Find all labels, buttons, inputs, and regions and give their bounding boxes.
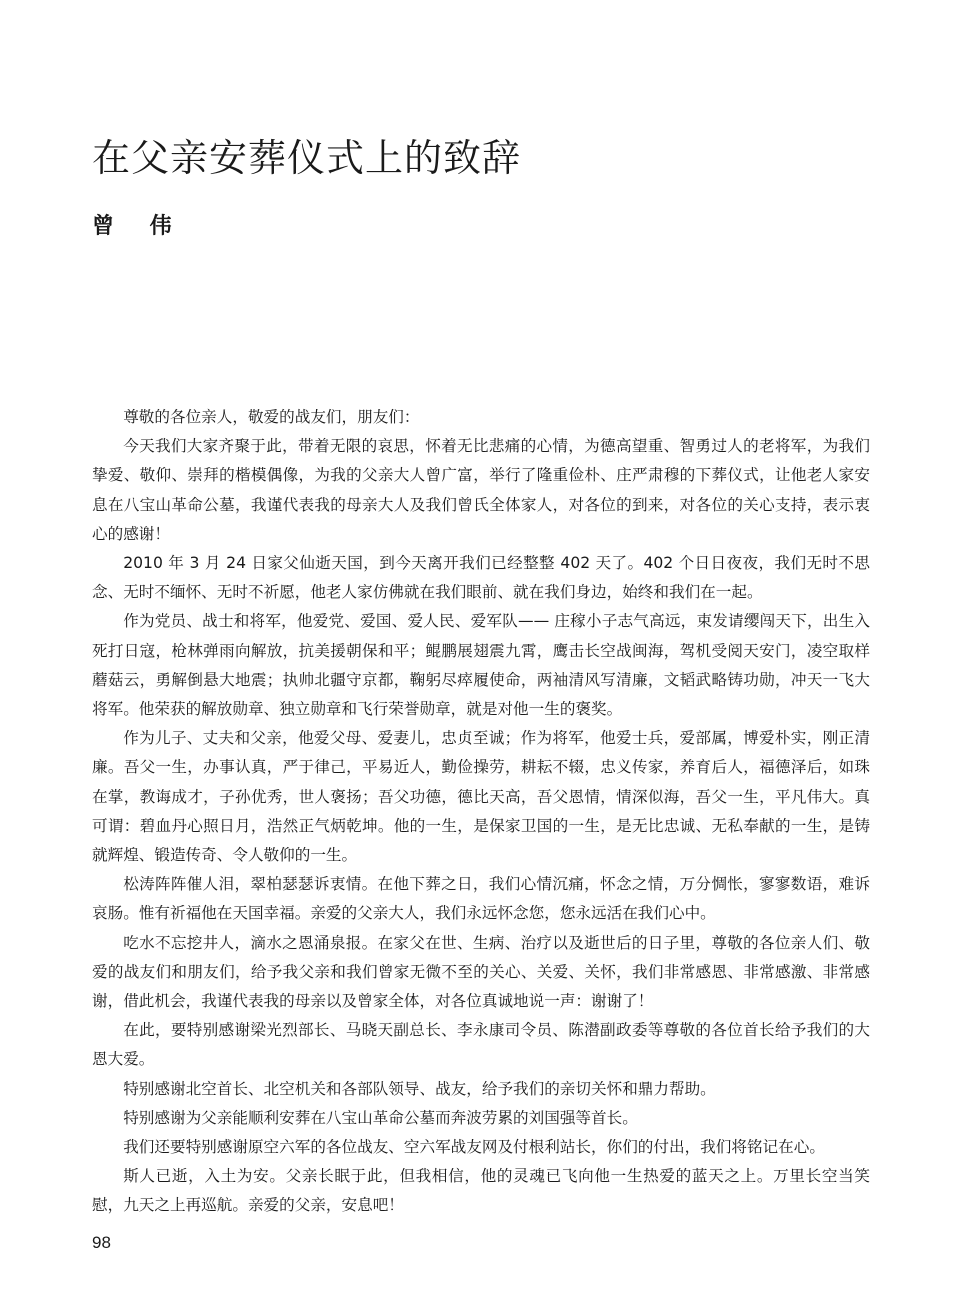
article-title: 在父亲安葬仪式上的致辞 xyxy=(92,136,522,180)
paragraph: 今天我们大家齐聚于此，带着无限的哀思，怀着无比悲痛的心情，为德高望重、智勇过人的老将军，为我们挚爱、敬仰、崇拜的楷模偶像，为我的父亲大人曾广富，举行了隆重俭朴、庄严肃穆的下葬仪式，让他老人家安息在八宝山革命公墓，我谨代表我的母亲大人及我们曾氏全体家人，对各位的到来，对各位的关心支持，表示衷心的感谢！ xyxy=(92,437,870,543)
author-name: 曾 伟 xyxy=(92,214,186,239)
paragraph: 特别感谢北空首长、北空机关和各部队领导、战友，给予我们的亲切关怀和鼎力帮助。 xyxy=(123,1079,716,1098)
paragraph-closing: 斯人已逝，入土为安。父亲长眠于此，但我相信，他的灵魂已飞向他一生热爱的蓝天之上。万里长空当笑慰，九天之上再巡航。亲爱的父亲，安息吧！ xyxy=(92,1167,870,1215)
paragraph: 特别感谢为父亲能顺利安葬在八宝山革命公墓而奔波劳累的刘国强等首长。 xyxy=(123,1108,638,1127)
paragraph: 吃水不忘挖井人，滴水之恩涌泉报。在家父在世、生病、治疗以及逝世后的日子里，尊敬的各位亲人们、敬爱的战友们和朋友们，给予我父亲和我们曾家无微不至的关心、关爱、关怀，我们非常感恩、非常感激、非常感谢，借此机会，我谨代表我的母亲以及曾家全体，对各位真诚地说一声：谢谢了！ xyxy=(92,933,870,1011)
paragraph: 2010 年 3 月 24 日家父仙逝天国，到今天离开我们已经整整 402 天了。402 个日日夜夜，我们无时不思念、无时不缅怀、无时不祈愿，他老人家仿佛就在我们眼前、就在我们身边，始终和我们在一起。 xyxy=(92,554,870,602)
paragraph-salutation: 尊敬的各位亲人，敬爱的战友们，朋友们： xyxy=(123,408,420,426)
article-body xyxy=(92,403,870,1221)
paragraph: 松涛阵阵催人泪，翠柏瑟瑟诉衷情。在他下葬之日，我们心情沉痛，怀念之情，万分惆怅，寥寥数语，难诉哀肠。惟有祈福他在天国幸福。亲爱的父亲大人，我们永远怀念您，您永远活在我们心中。 xyxy=(92,875,870,923)
paragraph: 在此，要特别感谢梁光烈部长、马晓天副总长、李永康司令员、陈潜副政委等尊敬的各位首长给予我们的大恩大爱。 xyxy=(92,1021,870,1069)
paragraph: 我们还要特别感谢原空六军的各位战友、空六军战友网及付根利站长，你们的付出，我们将铭记在心。 xyxy=(123,1138,825,1157)
paragraph: 作为党员、战士和将军，他爱党、爱国、爱人民、爱军队—— 庄稼小子志气高远，束发请缨闯天下，出生入死打日寇，枪林弹雨向解放，抗美援朝保和平；鲲鹏展翅震九霄，鹰击长空战闽海，驾机受阅天安门，凌空取样蘑菇云，勇解倒悬大地震；执帅北疆守京都，鞠躬尽瘁履使命，两袖清风写清廉，文韬武略铸功勋，冲天一飞大将军。他荣获的解放勋章、独立勋章和飞行荣誉勋章，就是对他一生的褒奖。 xyxy=(92,612,870,719)
paragraph: 作为儿子、丈夫和父亲，他爱父母、爱妻儿，忠贞至诚；作为将军，他爱士兵，爱部属，博爱朴实，刚正清廉。吾父一生，办事认真，严于律己，平易近人，勤俭操劳，耕耘不辍，忠义传家，养育后人，福德泽后，如珠在掌，教诲成才，子孙优秀，世人褒扬；吾父功德，德比天高，吾父恩情，情深似海，吾父一生，平凡伟大。真可谓：碧血丹心照日月，浩然正气炳乾坤。他的一生，是保家卫国的一生，是无比忠诚、无私奉献的一生，是铸就辉煌、锻造传奇、令人敬仰的一生。 xyxy=(92,729,870,865)
page-number: 98 xyxy=(92,1233,111,1252)
